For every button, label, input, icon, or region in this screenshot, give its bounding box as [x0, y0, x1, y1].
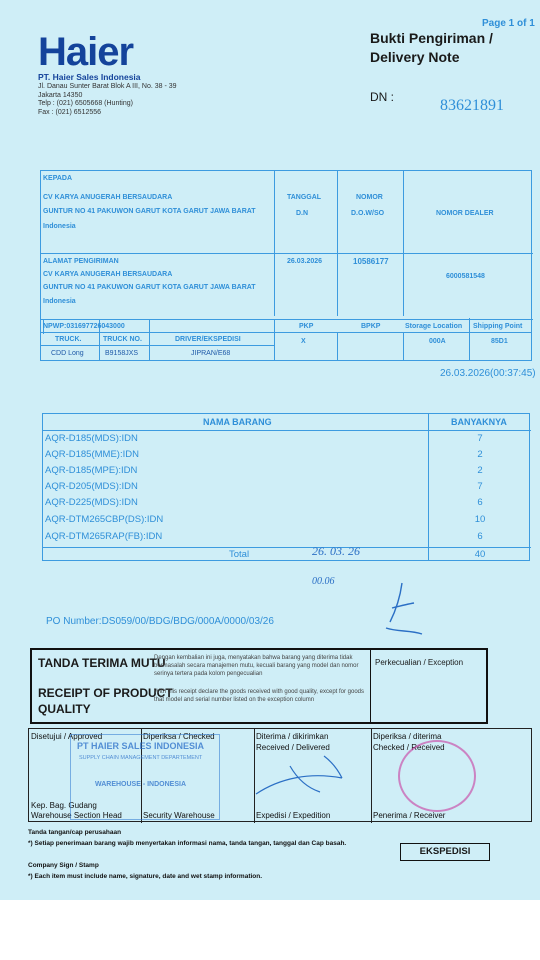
receipt-text-en: With this receipt declare the goods received with good quality, except for goods that model and serial number listed on the exception column: [154, 689, 365, 703]
handwritten-time: 00.06: [312, 576, 335, 587]
approved-label: Disetujui / Approved: [31, 732, 103, 741]
item-qty: 6: [477, 531, 483, 542]
company-address: [38, 83, 238, 117]
page-number: Page 1 of 1: [482, 18, 535, 29]
address-line: Jakarta 14350: [38, 91, 83, 99]
item-name: AQR-D185(MME):IDN: [45, 449, 139, 460]
npwp: NPWP:031697726043000: [43, 323, 125, 330]
company-sign-label: Company Sign / Stamp: [28, 862, 99, 869]
item-name: AQR-DTM265RAP(FB):IDN: [45, 531, 163, 542]
total-value: 40: [474, 549, 486, 560]
warehouse-stamp: [70, 734, 220, 820]
shipping-point-label: Shipping Point: [473, 323, 523, 330]
truck-label: TRUCK.: [55, 336, 82, 343]
truck-value: CDD Long: [51, 350, 84, 357]
divider: [274, 171, 275, 316]
divider: [403, 171, 404, 316]
nomor-value: D.O.W/SO: [351, 210, 385, 217]
exception-label: Perkecualian / Exception: [375, 658, 464, 667]
divider: [99, 333, 100, 361]
shipping-point-value: 85D1: [491, 338, 508, 345]
divider: [149, 319, 150, 334]
item-name: AQR-DTM265CBP(DS):IDN: [45, 514, 164, 525]
driver-label: DRIVER/EKSPEDISI: [175, 336, 241, 343]
received-label: Diterima / dikirimkan: [256, 732, 329, 741]
address-line: Telp : (021) 6505668 (Hunting): [38, 100, 133, 107]
item-name: AQR-D185(MPE):IDN: [45, 465, 138, 476]
storage-label: Storage Location: [405, 323, 463, 330]
pkp-value: X: [301, 338, 306, 345]
divider: [337, 171, 338, 316]
total-label: Total: [229, 549, 250, 560]
handwritten-date: 26. 03. 26: [312, 544, 360, 558]
courier-signature: [250, 748, 360, 808]
divider: [41, 319, 533, 320]
item-qty: 10: [474, 514, 486, 525]
exception-box: [370, 648, 488, 724]
nomor-label: NOMOR: [356, 194, 383, 201]
recipient-address: GUNTUR NO 41 PAKUWON GARUT KOTA GARUT JAWA BARAT: [43, 208, 256, 215]
sign-label: Tanda tangan/cap perusahaan: [28, 829, 122, 836]
recipient-country: Indonesia: [43, 223, 76, 230]
items-name-header: NAMA BARANG: [203, 417, 272, 427]
printed-timestamp: 26.03.2026(00:37:45): [440, 368, 536, 379]
item-name: AQR-D185(MDS):IDN: [45, 433, 138, 444]
divider: [337, 333, 338, 361]
truck-no-value: B9158JXS: [105, 350, 139, 357]
dn-number: 83621891: [440, 97, 504, 114]
dealer-number: 6000581548: [446, 273, 485, 280]
shipping-name: CV KARYA ANUGERAH BERSAUDARA: [43, 271, 173, 278]
divider: [43, 547, 531, 548]
receipt-title-en-2: QUALITY: [38, 702, 91, 716]
handwritten-signature: [372, 578, 432, 638]
title-line-1: Bukti Pengiriman /: [370, 30, 493, 46]
item-qty: 2: [477, 449, 483, 460]
haier-logo: Haier: [38, 30, 134, 74]
receipt-title-id: TANDA TERIMA MUTU: [38, 656, 166, 670]
address-line: Jl. Danau Sunter Barat Blok A III, No. 38 - 39: [38, 83, 177, 90]
shipping-date: 26.03.2026: [287, 258, 323, 265]
divider: [371, 729, 372, 823]
item-name: AQR-D225(MDS):IDN: [45, 497, 138, 508]
role-warehouse-head: Warehouse Section Head: [31, 811, 122, 820]
divider: [469, 333, 470, 361]
stamp-warehouse: WAREHOUSE - INDONESIA: [95, 781, 187, 788]
divider: [41, 345, 274, 346]
item-qty: 7: [477, 433, 483, 444]
kepada-label: KEPADA: [43, 175, 73, 182]
title-line-2: Delivery Note: [370, 49, 460, 65]
recipient-box: [40, 170, 532, 333]
company-name: PT. Haier Sales Indonesia: [38, 72, 141, 82]
pkp-label: PKP: [299, 323, 314, 330]
divider: [41, 253, 533, 254]
items-qty-header: BANYAKNYA: [451, 417, 507, 427]
delivered-label: Received / Delivered: [256, 743, 330, 752]
po-number: PO Number:DS059/00/BDG/BDG/000A/0000/03/26: [46, 616, 274, 627]
checked-label: Diperiksa / Checked: [143, 732, 215, 741]
note-id: *) Setiap penerimaan barang wajib menyertakan informasi nama, tanda tangan, tanggal dan Cap basah.: [28, 840, 347, 847]
truck-no-label: TRUCK NO.: [103, 336, 142, 343]
item-name: AQR-D205(MDS):IDN: [45, 481, 138, 492]
receipt-quality-box: [30, 648, 375, 724]
divider: [43, 430, 531, 431]
address-line: Fax : (021) 6512556: [38, 108, 102, 116]
divider: [149, 333, 150, 361]
driver-value: JIPRAN/E68: [191, 350, 231, 357]
tanggal-label: TANGGAL: [287, 194, 322, 201]
document-title: [370, 29, 493, 67]
recipient-name: CV KARYA ANUGERAH BERSAUDARA: [43, 194, 173, 201]
stamp-company: PT HAIER SALES INDONESIA: [77, 741, 205, 751]
shipping-address: GUNTUR NO 41 PAKUWON GARUT KOTA GARUT JAWA BARAT: [43, 284, 256, 291]
storage-value: 000A: [429, 338, 446, 345]
role-kep-bag: Kep. Bag. Gudang: [31, 801, 97, 810]
receipt-text-id: Dengan kembalian ini juga, menyatakan bahwa barang yang diterima tidak bermasalah secara manajemen mutu, kecuali barang yang model dan nomor serinya tertera pada kolom pengecualian: [154, 655, 359, 677]
divider: [403, 333, 404, 361]
divider: [469, 318, 470, 334]
item-qty: 2: [477, 465, 483, 476]
stamp-department: SUPPLY CHAIN MANAGEMENT DEPARTEMENT: [79, 755, 203, 761]
divider: [274, 319, 275, 334]
divider: [274, 333, 275, 361]
divider: [428, 414, 429, 560]
role-receiver: Penerima / Receiver: [373, 811, 446, 820]
bpkp-label: BPKP: [361, 323, 381, 330]
dealer-label: NOMOR DEALER: [436, 210, 494, 217]
shipping-label: ALAMAT PENGIRIMAN: [43, 258, 119, 265]
role-security: Security Warehouse: [143, 811, 215, 820]
item-qty: 6: [477, 497, 483, 508]
receipt-title-en-1: RECEIPT OF PRODUCT: [38, 686, 173, 700]
shipping-country: Indonesia: [43, 298, 76, 305]
do-number: 10586177: [353, 257, 389, 266]
note-en: *) Each item must include name, signature, date and wet stamp information.: [28, 873, 263, 880]
dn-label: DN :: [370, 90, 394, 104]
items-table: [42, 413, 530, 561]
checked2-label: Diperiksa / diterima: [373, 732, 442, 741]
tanggal-value: D.N: [296, 210, 309, 217]
role-expedition: Expedisi / Expedition: [256, 811, 331, 820]
transport-row: [40, 333, 532, 361]
item-qty: 7: [477, 481, 483, 492]
receiver-stamp: [398, 740, 476, 812]
copy-label-ekspedisi: EKSPEDISI: [400, 843, 490, 861]
received2-label: Checked / Received: [373, 743, 445, 752]
